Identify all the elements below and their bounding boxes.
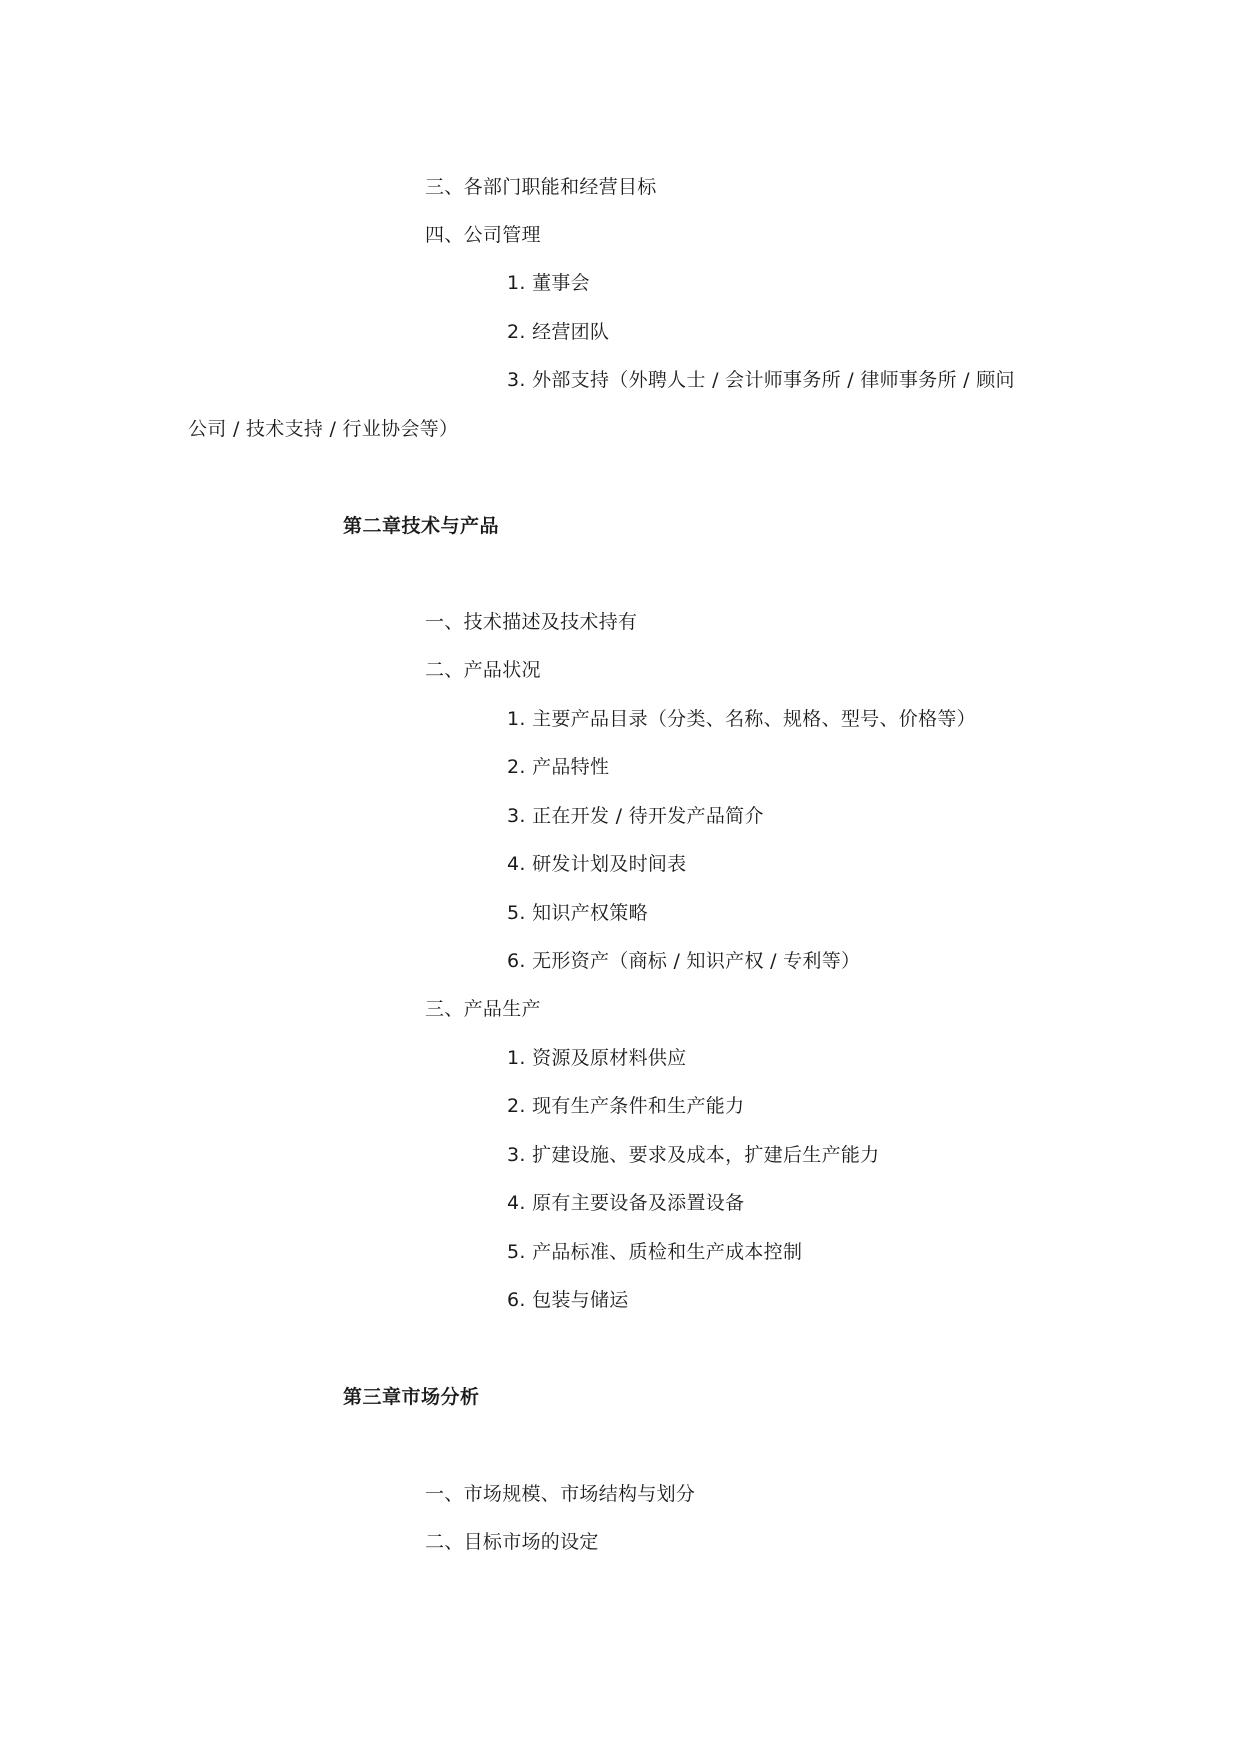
outline-subitem: 6. 无形资产（商标 / 知识产权 / 专利等） — [507, 950, 861, 972]
outline-item: 一、技术描述及技术持有 — [425, 611, 638, 633]
chapter-title: 第二章技术与产品 — [343, 515, 500, 537]
outline-subitem: 6. 包装与储运 — [507, 1289, 629, 1311]
outline-subitem: 2. 现有生产条件和生产能力 — [507, 1095, 745, 1117]
outline-item: 二、产品状况 — [425, 659, 541, 681]
outline-subitem: 1. 主要产品目录（分类、名称、规格、型号、价格等） — [507, 708, 976, 730]
outline-subitem: 3. 外部支持（外聘人士 / 会计师事务所 / 律师事务所 / 顾问 — [507, 369, 1015, 391]
outline-subitem: 1. 资源及原材料供应 — [507, 1047, 687, 1069]
outline-item: 一、市场规模、市场结构与划分 — [425, 1483, 696, 1505]
outline-subitem: 2. 经营团队 — [507, 321, 610, 343]
outline-subitem-continuation: 公司 / 技术支持 / 行业协会等） — [188, 418, 459, 440]
chapter-title: 第三章市场分析 — [343, 1386, 480, 1408]
outline-subitem: 5. 知识产权策略 — [507, 902, 648, 924]
outline-item: 四、公司管理 — [425, 224, 541, 246]
outline-subitem: 4. 原有主要设备及添置设备 — [507, 1192, 745, 1214]
outline-subitem: 1. 董事会 — [507, 272, 590, 294]
outline-subitem: 3. 扩建设施、要求及成本，扩建后生产能力 — [507, 1144, 880, 1166]
outline-subitem: 4. 研发计划及时间表 — [507, 853, 687, 875]
outline-subitem: 5. 产品标准、质检和生产成本控制 — [507, 1241, 803, 1263]
outline-item: 二、目标市场的设定 — [425, 1531, 599, 1553]
outline-item: 三、产品生产 — [425, 998, 541, 1020]
outline-item: 三、各部门职能和经营目标 — [425, 176, 657, 198]
outline-subitem: 3. 正在开发 / 待开发产品简介 — [507, 805, 764, 827]
outline-subitem: 2. 产品特性 — [507, 756, 610, 778]
